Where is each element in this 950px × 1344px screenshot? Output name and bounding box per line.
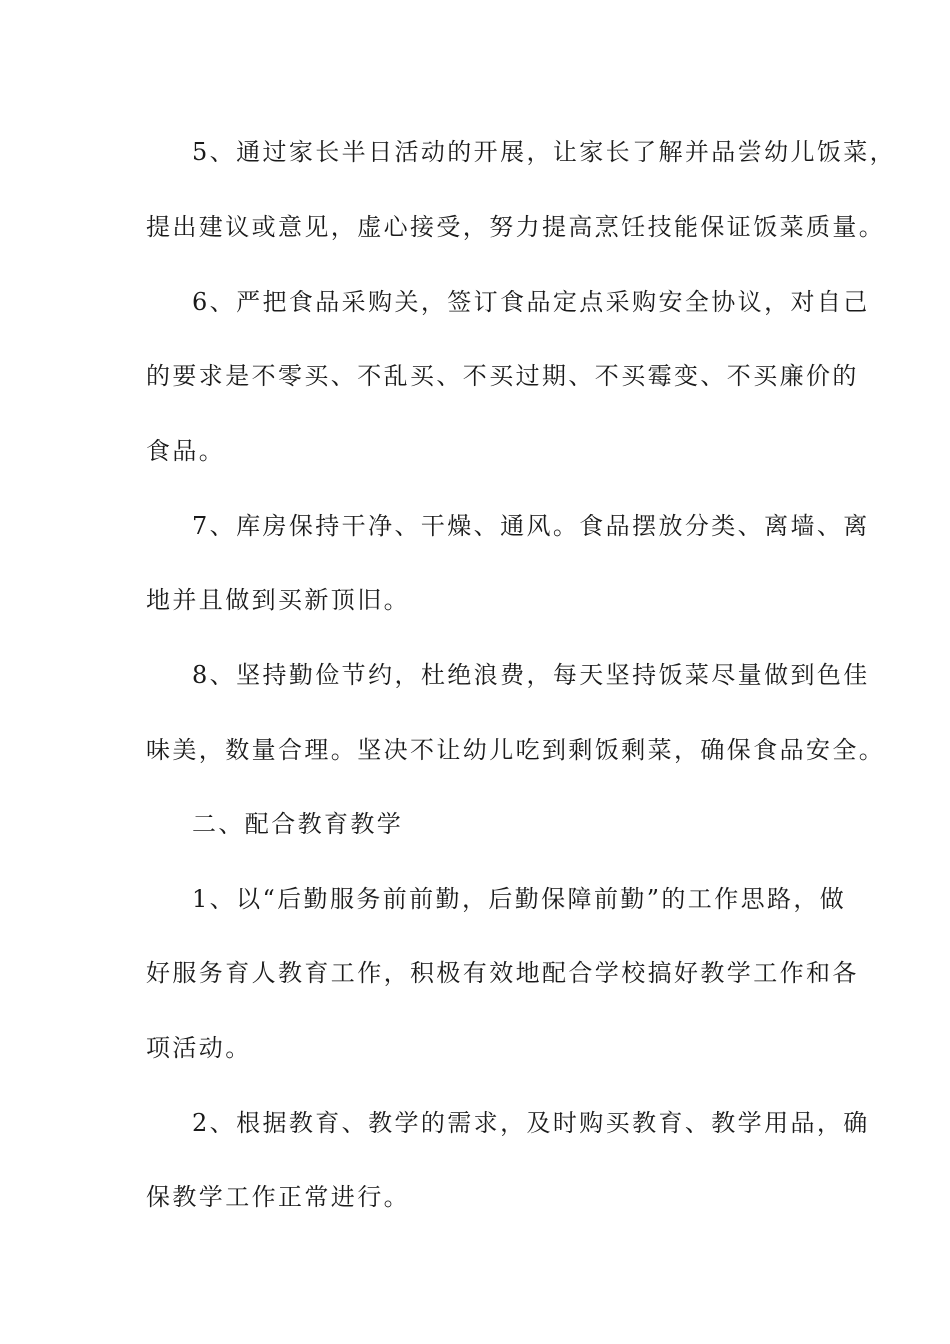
section-paragraph-2-line-2: 保教学工作正常进行。 — [146, 1183, 410, 1211]
section-paragraph-2-line-1: 2、根据教育、教学的需求，及时购买教育、教学用品，确 — [192, 1109, 870, 1137]
section-paragraph-1-line-3: 项活动。 — [146, 1034, 252, 1062]
paragraph-6-line-1: 6、严把食品采购关，签订食品定点采购安全协议，对自己 — [192, 288, 870, 316]
paragraph-7-line-2: 地并且做到买新顶旧。 — [146, 586, 410, 614]
paragraph-5-line-2: 提出建议或意见，虚心接受，努力提高烹饪技能保证饭菜质量。 — [146, 213, 886, 241]
paragraph-7-line-1: 7、库房保持干净、干燥、通风。食品摆放分类、离墙、离 — [192, 512, 870, 540]
section-paragraph-1-line-2: 好服务育人教育工作，积极有效地配合学校搞好教学工作和各 — [146, 959, 859, 987]
section-paragraph-1-line-1: 1、以“后勤服务前前勤，后勤保障前勤”的工作思路，做 — [192, 885, 847, 913]
section-heading: 二、配合教育教学 — [192, 810, 404, 838]
paragraph-6-line-2: 的要求是不零买、不乱买、不买过期、不买霉变、不买廉价的 — [146, 362, 859, 390]
paragraph-8-line-2: 味美，数量合理。坚决不让幼儿吃到剩饭剩菜，确保食品安全。 — [146, 736, 886, 764]
paragraph-6-line-3: 食品。 — [146, 437, 226, 465]
paragraph-5-line-1: 5、通过家长半日活动的开展，让家长了解并品尝幼儿饭菜， — [192, 138, 897, 166]
paragraph-8-line-1: 8、坚持勤俭节约，杜绝浪费，每天坚持饭菜尽量做到色佳 — [192, 661, 870, 689]
